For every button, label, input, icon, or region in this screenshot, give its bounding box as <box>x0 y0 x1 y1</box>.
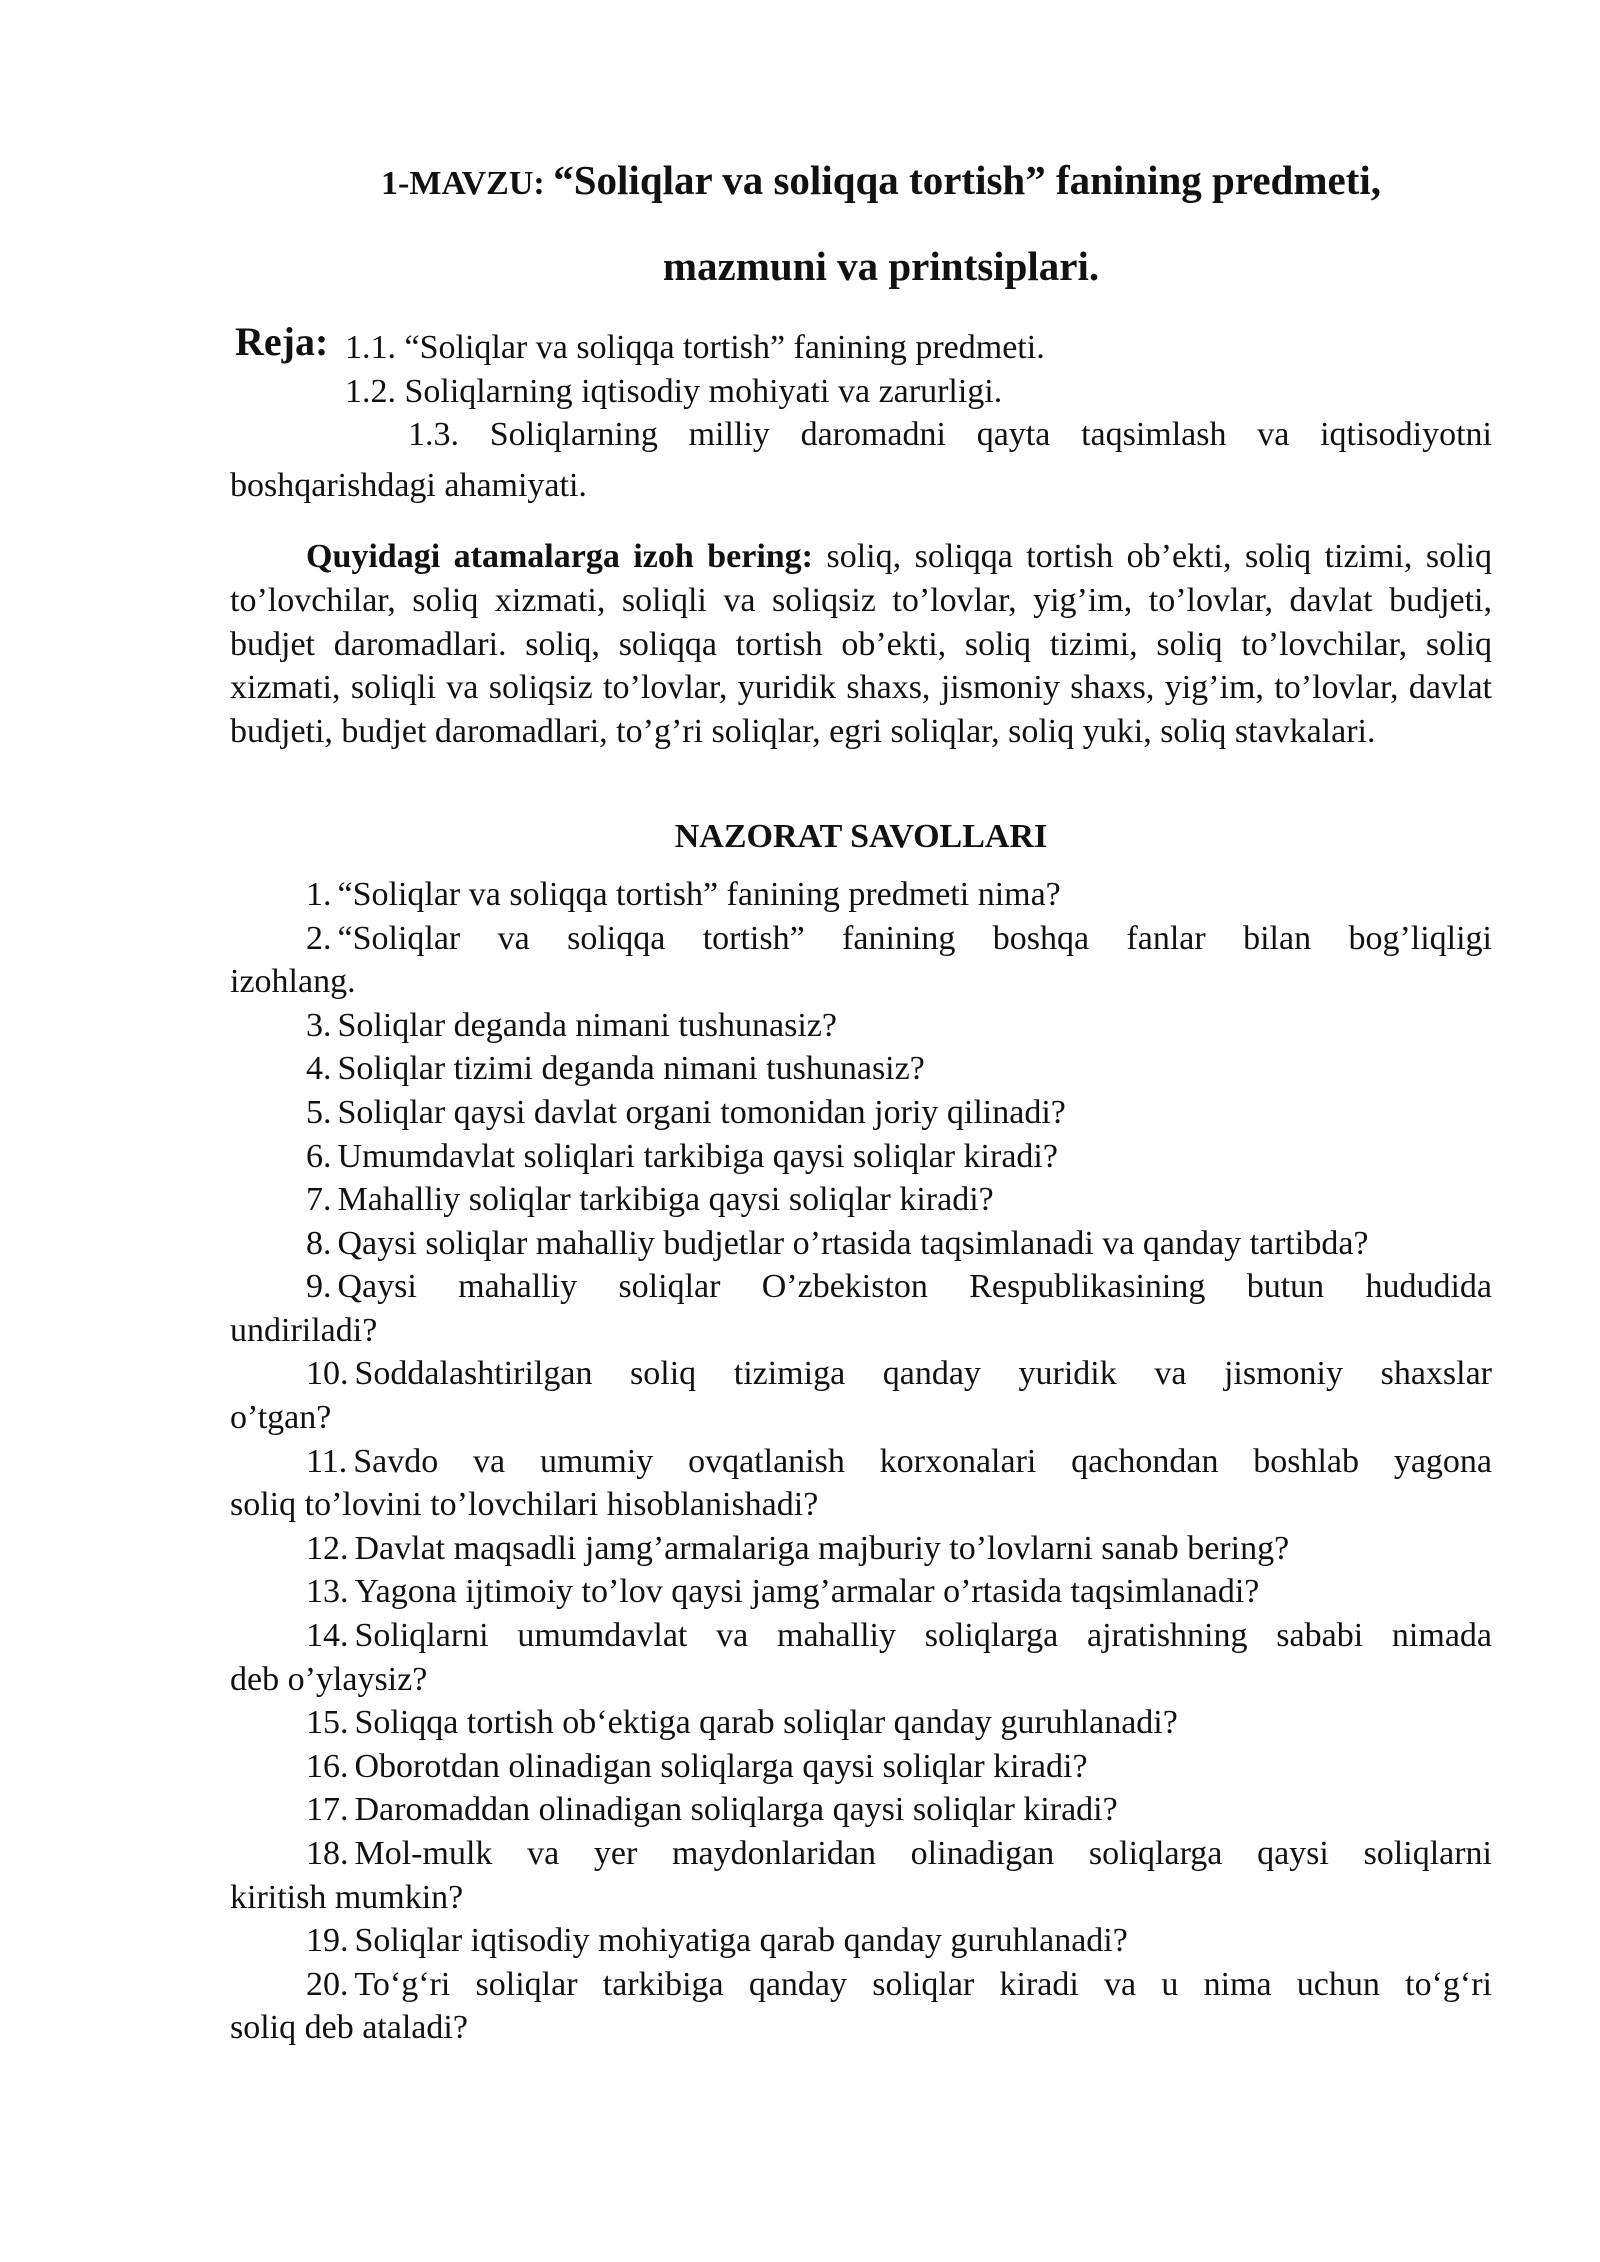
question-item <box>230 1004 1492 1048</box>
question-first-line <box>230 1614 1492 1658</box>
question-first-line <box>230 1265 1492 1309</box>
question-continuation: soliq deb ataladi? <box>230 2009 468 2047</box>
question-item <box>230 1440 1492 1527</box>
plan-label: Reja: <box>235 319 329 364</box>
terms-lead: Quyidagi atamalarga izoh bering: <box>306 538 814 576</box>
question-text: Daromaddan olinadigan soliqlarga qaysi soliqlar kiradi? <box>354 1791 1118 1829</box>
page-title <box>230 150 1492 296</box>
question-text: Mol-mulk va yer maydonlaridan olinadigan soliqlarga qaysi soliqlarni <box>354 1835 1492 1872</box>
question-first-line <box>230 873 1492 917</box>
question-item <box>230 1570 1492 1614</box>
question-item <box>230 1265 1492 1352</box>
question-number: 11. <box>306 1442 348 1480</box>
question-item <box>230 1701 1492 1745</box>
question-first-line <box>230 1091 1492 1135</box>
question-number: 5. <box>306 1093 332 1131</box>
question-number: 19. <box>306 1922 349 1960</box>
plan-item-3-continuation: boshqarishdagi ahamiyati. <box>230 466 587 504</box>
question-number: 13. <box>306 1573 349 1611</box>
question-number: 1. <box>306 875 332 913</box>
question-text: Umumdavlat soliqlari tarkibiga qaysi soliqlar kiradi? <box>337 1137 1058 1175</box>
question-first-line <box>230 917 1492 961</box>
question-first-line <box>230 1178 1492 1222</box>
question-continuation: izohlang. <box>230 963 356 1001</box>
question-first-line <box>230 1919 1492 1963</box>
question-item <box>230 1222 1492 1266</box>
question-text: Soliqlar iqtisodiy mohiyatiga qarab qanday guruhlanadi? <box>354 1922 1128 1960</box>
question-text: Qaysi mahalliy soliqlar O’zbekiston Respublikasining butun hududida <box>337 1268 1492 1306</box>
question-first-line <box>230 1527 1492 1571</box>
questions-list <box>230 873 1492 2050</box>
question-text: Savdo va umumiy ovqatlanish korxonalari qachondan boshlab yagona <box>353 1442 1492 1480</box>
question-number: 2. <box>306 919 332 957</box>
question-item <box>230 1352 1492 1439</box>
question-text: “Soliqlar va soliqqa tortish” fanining boshqa fanlar bilan bog’liqligi <box>337 919 1492 957</box>
question-item <box>230 873 1492 917</box>
question-first-line <box>230 1135 1492 1179</box>
question-number: 8. <box>306 1224 332 1262</box>
question-first-line <box>230 1788 1492 1832</box>
question-text: To‘g‘ri soliqlar tarkibiga qanday soliqlar kiradi va u nima uchun to‘g‘ri <box>354 1965 1492 2003</box>
question-first-line <box>230 1701 1492 1745</box>
plan-item-1: 1.1. “Soliqlar va soliqqa tortish” fanining predmeti. <box>345 329 1045 366</box>
question-first-line <box>230 1963 1492 2007</box>
question-first-line <box>230 1004 1492 1048</box>
title-prefix: 1-MAVZU: <box>381 165 545 202</box>
question-continuation: deb o’ylaysiz? <box>230 1660 428 1698</box>
question-item <box>230 1919 1492 1963</box>
question-item <box>230 1832 1492 1919</box>
question-continuation: kiritish mumkin? <box>230 1878 464 1916</box>
question-text: Soliqlar qaysi davlat organi tomonidan joriy qilinadi? <box>337 1093 1066 1131</box>
question-number: 7. <box>306 1181 332 1219</box>
terms-paragraph <box>230 535 1492 753</box>
question-number: 14. <box>306 1617 349 1655</box>
question-number: 10. <box>306 1355 349 1393</box>
title-line-2: mazmuni va printsiplari. <box>662 243 1100 289</box>
question-first-line <box>230 1570 1492 1614</box>
question-item <box>230 1135 1492 1179</box>
document-page <box>230 150 1492 2050</box>
question-number: 17. <box>306 1791 349 1829</box>
question-number: 4. <box>306 1050 332 1088</box>
question-number: 6. <box>306 1137 332 1175</box>
question-text: Yagona ijtimoiy to’lov qaysi jamg’armalar o’rtasida taqsimlanadi? <box>354 1573 1260 1611</box>
question-text: Soliqlar deganda nimani tushunasiz? <box>337 1006 837 1044</box>
question-number: 18. <box>306 1835 349 1872</box>
plan-section <box>230 319 1492 507</box>
plan-item-2: 1.2. Soliqlarning iqtisodiy mohiyati va zarurligi. <box>345 372 1003 410</box>
question-first-line <box>230 1352 1492 1396</box>
title-main-part1: “Soliqlar va soliqqa tortish” fanining predmeti, <box>553 157 1381 203</box>
question-number: 3. <box>306 1006 332 1044</box>
question-text: Qaysi soliqlar mahalliy budjetlar o’rtasida taqsimlanadi va qanday tartibda? <box>337 1224 1369 1262</box>
question-number: 20. <box>306 1965 349 2003</box>
question-item <box>230 1047 1492 1091</box>
question-continuation: soliq to’lovini to’lovchilari hisoblanishadi? <box>230 1486 819 1524</box>
question-continuation: o’tgan? <box>230 1399 332 1437</box>
question-item <box>230 1091 1492 1135</box>
question-text: Soliqqa tortish ob‘ektiga qarab soliqlar qanday guruhlanadi? <box>354 1704 1178 1742</box>
question-first-line <box>230 1047 1492 1091</box>
question-item <box>230 1963 1492 2050</box>
question-text: Soddalashtirilgan soliq tizimiga qanday yuridik va jismoniy shaxslar <box>354 1355 1492 1393</box>
question-text: Oborotdan olinadigan soliqlarga qaysi soliqlar kiradi? <box>354 1747 1088 1785</box>
question-number: 15. <box>306 1704 349 1742</box>
question-item <box>230 917 1492 1004</box>
questions-heading: NAZORAT SAVOLLARI <box>674 818 1048 856</box>
question-text: Soliqlarni umumdavlat va mahalliy soliqlarga ajratishning sababi nimada <box>354 1617 1492 1655</box>
question-first-line <box>230 1222 1492 1266</box>
question-number: 16. <box>306 1747 349 1785</box>
question-first-line <box>230 1745 1492 1789</box>
question-item <box>230 1614 1492 1701</box>
question-number: 12. <box>306 1529 349 1567</box>
question-first-line <box>230 1440 1492 1484</box>
question-text: Mahalliy soliqlar tarkibiga qaysi soliqlar kiradi? <box>337 1181 994 1219</box>
title-line-1 <box>230 150 1492 214</box>
question-continuation: undiriladi? <box>230 1311 378 1349</box>
question-item <box>230 1745 1492 1789</box>
question-item <box>230 1178 1492 1222</box>
question-item <box>230 1788 1492 1832</box>
plan-item-3: 1.3. Soliqlarning milliy daromadni qayta taqsimlash va iqtisodiyotni <box>408 416 1492 454</box>
question-text: Soliqlar tizimi deganda nimani tushunasiz? <box>337 1050 925 1088</box>
question-text: “Soliqlar va soliqqa tortish” fanining predmeti nima? <box>337 875 1061 913</box>
question-first-line <box>230 1832 1492 1876</box>
question-number: 9. <box>306 1268 332 1306</box>
terms-text: soliq, soliqqa tortish ob’ekti, soliq tizimi, soliq to’lovchilar, soliq xizmati, soliqli va soliqsiz to’lovlar, yig’im, to’lovlar, davlat budjeti, budjet daromadlari. soliq, soliqqa tortish ob’ekti, soliq tizimi, soliq to’lovchilar, soliq xizmati, soliqli va soliqsiz to’lovlar, yuridik shaxs, jismoniy shaxs, yig’im, to’lovlar, davlat budjeti, budjet daromadlari, to’g’ri soliqlar, egri soliqlar, soliq yuki, soliq stavkalari. <box>230 538 1493 750</box>
question-text: Davlat maqsadli jamg’armalariga majburiy to’lovlarni sanab bering? <box>354 1529 1290 1567</box>
question-item <box>230 1527 1492 1571</box>
